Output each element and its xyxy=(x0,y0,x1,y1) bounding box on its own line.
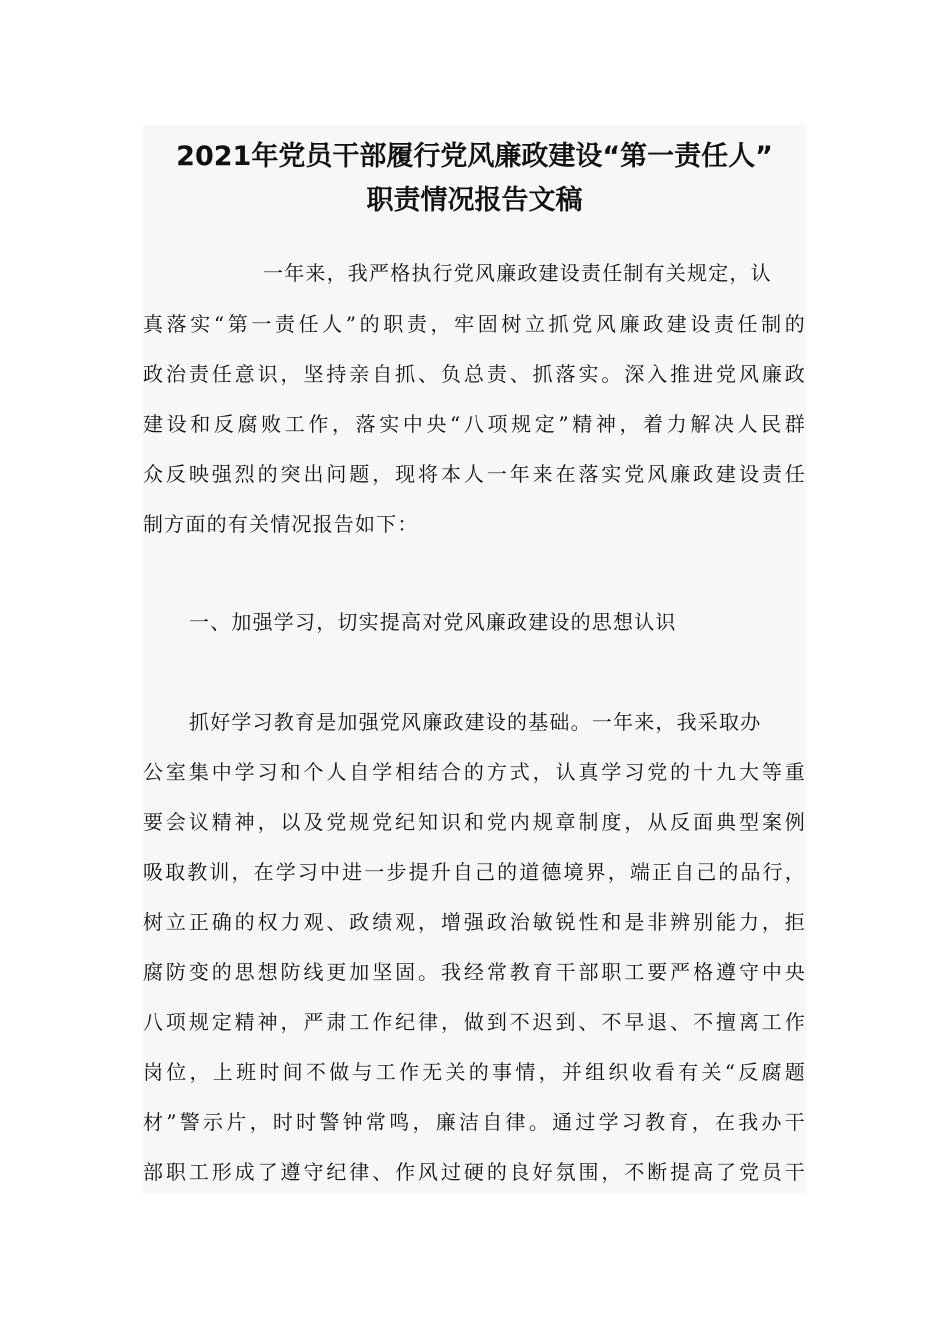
intro-line: 众反映强烈的突出问题，现将本人一年来在落实党风廉政建设责任 xyxy=(143,462,806,486)
intro-line: 制方面的有关情况报告如下： xyxy=(143,512,419,536)
body-line: 部职工形成了遵守纪律、作风过硬的良好氛围，不断提高了党员干 xyxy=(143,1160,806,1184)
section-heading: 一、加强学习，切实提高对党风廉政建设的思想认识 xyxy=(189,610,677,634)
body-line: 公室集中学习和个人自学相结合的方式，认真学习党的十九大等重 xyxy=(143,760,806,784)
intro-line: 真落实“第一责任人”的职责，牢固树立抓党风廉政建设责任制的 xyxy=(143,312,806,336)
intro-line: 建设和反腐败工作，落实中央“八项规定”精神，着力解决人民群 xyxy=(143,412,806,436)
document-page xyxy=(143,125,806,1193)
document-title-line-1: 2021年党员干部履行党风廉政建设“第一责任人” xyxy=(176,141,773,172)
body-line: 八项规定精神，严肃工作纪律，做到不迟到、不早退、不擅离工作 xyxy=(143,1010,806,1034)
intro-line: 一年来，我严格执行党风廉政建设责任制有关规定，认 xyxy=(263,261,772,285)
body-line: 腐防变的思想防线更加坚固。我经常教育干部职工要严格遵守中央 xyxy=(143,960,806,984)
body-line: 材”警示片，时时警钟常鸣，廉洁自律。通过学习教育，在我办干 xyxy=(143,1110,806,1134)
body-line: 要会议精神，以及党规党纪知识和党内规章制度，从反面典型案例 xyxy=(143,810,806,834)
body-line: 吸取教训，在学习中进一步提升自己的道德境界，端正自己的品行， xyxy=(143,860,806,884)
body-line: 抓好学习教育是加强党风廉政建设的基础。一年来，我采取办 xyxy=(189,710,762,734)
intro-line: 政治责任意识，坚持亲自抓、负总责、抓落实。深入推进党风廉政 xyxy=(143,362,806,386)
body-line: 岗位，上班时间不做与工作无关的事情，并组织收看有关“反腐题 xyxy=(143,1060,806,1084)
document-title-line-2: 职责情况报告文稿 xyxy=(366,185,583,216)
body-line: 树立正确的权力观、政绩观，增强政治敏锐性和是非辨别能力，拒 xyxy=(143,910,806,934)
